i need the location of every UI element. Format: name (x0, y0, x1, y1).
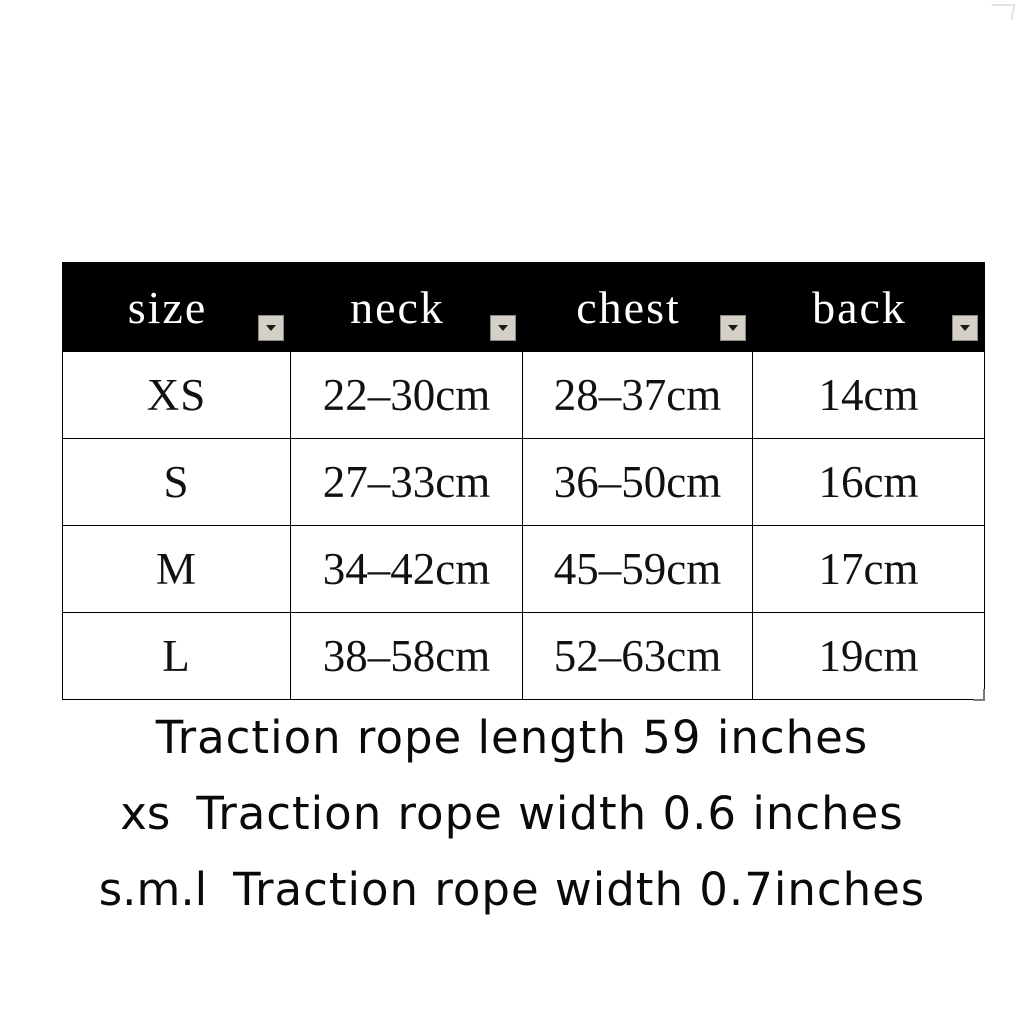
cell-neck: 38–58cm (291, 613, 523, 700)
column-header-label: size (127, 281, 208, 333)
column-header-size[interactable] (63, 263, 291, 352)
cell-size: S (63, 439, 291, 526)
table-header-row (63, 263, 985, 352)
table-row (63, 613, 985, 700)
note-rope-width-sml: Traction rope width 0.7inches (233, 863, 926, 916)
column-header-label: back (812, 281, 907, 333)
note-rope-length: Traction rope length 59 inches (155, 711, 869, 764)
cell-chest: 45–59cm (523, 526, 753, 613)
cell-chest: 28–37cm (523, 352, 753, 439)
scan-corner-mark (988, 4, 1015, 20)
note-size-tag-xs: xs (120, 787, 171, 840)
table-row (63, 526, 985, 613)
column-header-neck[interactable] (291, 263, 523, 352)
column-header-label: chest (576, 281, 681, 333)
cell-chest: 36–50cm (523, 439, 753, 526)
cell-neck: 27–33cm (291, 439, 523, 526)
chevron-down-icon[interactable] (490, 315, 516, 341)
note-sml-row (0, 852, 1024, 928)
cell-back: 16cm (753, 439, 985, 526)
table-row (63, 439, 985, 526)
chevron-down-icon[interactable] (720, 315, 746, 341)
cell-back: 19cm (753, 613, 985, 700)
column-header-label: neck (350, 281, 445, 333)
cell-size: L (63, 613, 291, 700)
table-body (63, 352, 985, 700)
notes-section (0, 700, 1024, 928)
note-xs-row (0, 776, 1024, 852)
cell-size: M (63, 526, 291, 613)
cell-back: 17cm (753, 526, 985, 613)
cell-size: XS (63, 352, 291, 439)
chevron-down-icon[interactable] (258, 315, 284, 341)
cell-chest: 52–63cm (523, 613, 753, 700)
size-table-container (62, 262, 984, 700)
cell-neck: 22–30cm (291, 352, 523, 439)
note-size-tag-sml: s.m.l (98, 863, 208, 916)
table-row (63, 352, 985, 439)
column-header-chest[interactable] (523, 263, 753, 352)
chevron-down-icon[interactable] (952, 315, 978, 341)
size-table (62, 262, 985, 700)
table-header (63, 263, 985, 352)
column-header-back[interactable] (753, 263, 985, 352)
cell-neck: 34–42cm (291, 526, 523, 613)
cell-back: 14cm (753, 352, 985, 439)
note-rope-width-xs: Traction rope width 0.6 inches (196, 787, 904, 840)
